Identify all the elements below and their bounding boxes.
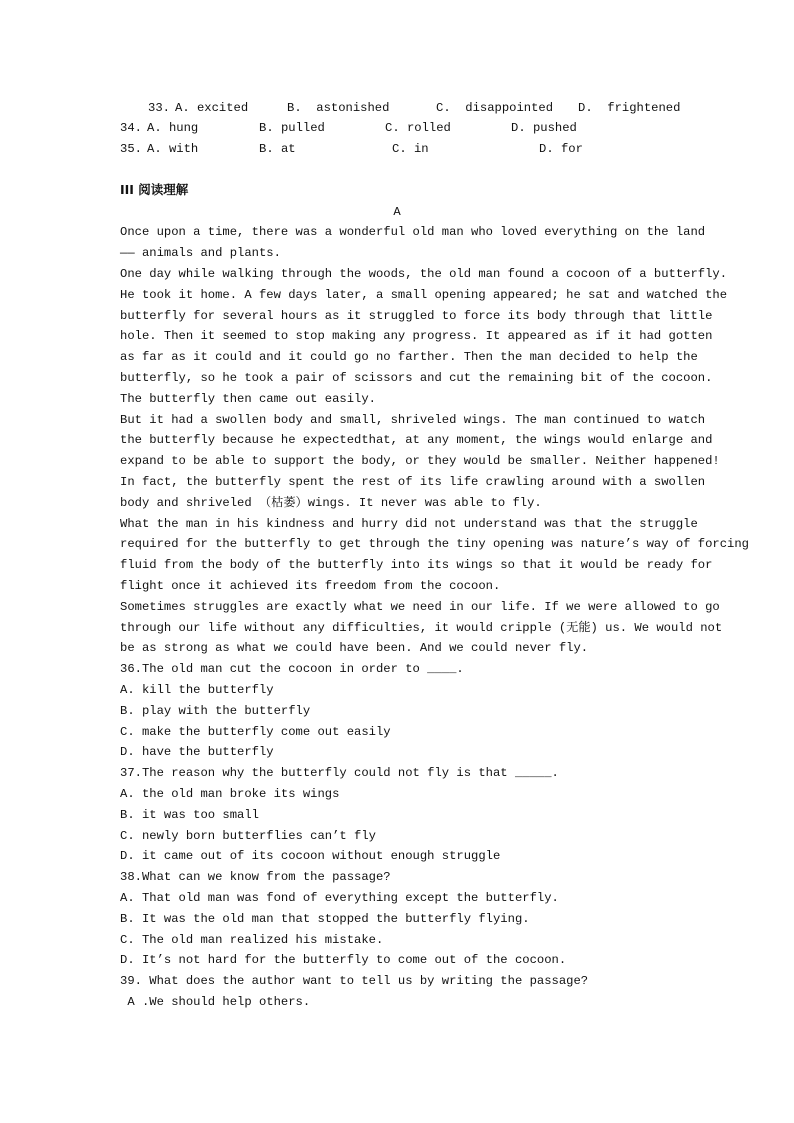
passage-line: —— animals and plants. bbox=[120, 246, 281, 260]
passage-line: In fact, the butterfly spent the rest of its life crawling around with a swollen bbox=[120, 475, 706, 489]
question-stem: 37.The reason why the butterfly could not fly is that _____. bbox=[120, 766, 559, 780]
answer-option: A. That old man was fond of everything except the butterfly. bbox=[120, 891, 559, 905]
passage-line: butterfly, so he took a pair of scissors and cut the remaining bit of the cocoon. bbox=[120, 371, 713, 385]
answer-option: D. it came out of its cocoon without enough struggle bbox=[120, 849, 501, 863]
passage-line: Once upon a time, there was a wonderful old man who loved everything on the land bbox=[120, 225, 706, 239]
option-number: 35. bbox=[120, 142, 142, 156]
option-d: D. frightened bbox=[578, 101, 681, 115]
answer-option: C. make the butterfly come out easily bbox=[120, 725, 391, 739]
option-number: 33. bbox=[148, 101, 170, 115]
passage-line: be as strong as what we could have been. And we could never fly. bbox=[120, 641, 589, 655]
option-a: A. hung bbox=[147, 121, 199, 135]
option-c: C. rolled bbox=[385, 121, 451, 135]
option-a: A. excited bbox=[175, 101, 249, 115]
passage-label: A bbox=[393, 205, 401, 219]
question-stem: 36.The old man cut the cocoon in order to ____. bbox=[120, 662, 464, 676]
passage-line: But it had a swollen body and small, shriveled wings. The man continued to watch bbox=[120, 413, 706, 427]
passage-line: as far as it could and it could go no farther. Then the man decided to help the bbox=[120, 350, 698, 364]
answer-option: A .We should help others. bbox=[120, 995, 311, 1009]
option-b: B. astonished bbox=[287, 101, 390, 115]
passage-line: flight once it achieved its freedom from the cocoon. bbox=[120, 579, 501, 593]
passage-line: required for the butterfly to get through the tiny opening was nature’s way of forcing bbox=[120, 537, 749, 551]
passage-line: butterfly for several hours as it struggled to force its body through that little bbox=[120, 309, 713, 323]
passage-line: the butterfly because he expectedthat, at any moment, the wings would enlarge and bbox=[120, 433, 713, 447]
option-d: D. for bbox=[539, 142, 583, 156]
passage-line: What the man in his kindness and hurry did not understand was that the struggle bbox=[120, 517, 698, 531]
passage-line: fluid from the body of the butterfly into its wings so that it would be ready for bbox=[120, 558, 713, 572]
question-stem: 38.What can we know from the passage? bbox=[120, 870, 391, 884]
option-b: B. at bbox=[259, 142, 296, 156]
passage-line: The butterfly then came out easily. bbox=[120, 392, 376, 406]
answer-option: B. It was the old man that stopped the butterfly flying. bbox=[120, 912, 530, 926]
passage-line: through our life without any difficulties, it would cripple (无能) us. We would not bbox=[120, 621, 723, 635]
passage-line: expand to be able to support the body, or they would be smaller. Neither happened! bbox=[120, 454, 720, 468]
question-stem: 39. What does the author want to tell us by writing the passage? bbox=[120, 974, 589, 988]
answer-option: A. kill the butterfly bbox=[120, 683, 274, 697]
passage-line: body and shriveled （枯萎）wings. It never was able to fly. bbox=[120, 496, 542, 510]
option-c: C. disappointed bbox=[436, 101, 554, 115]
option-a: A. with bbox=[147, 142, 199, 156]
answer-option: B. it was too small bbox=[120, 808, 259, 822]
option-b: B. pulled bbox=[259, 121, 325, 135]
option-d: D. pushed bbox=[511, 121, 577, 135]
passage-line: He took it home. A few days later, a small opening appeared; he sat and watched the bbox=[120, 288, 728, 302]
answer-option: A. the old man broke its wings bbox=[120, 787, 340, 801]
answer-option: D. It’s not hard for the butterfly to come out of the cocoon. bbox=[120, 953, 567, 967]
passage-line: Sometimes struggles are exactly what we need in our life. If we were allowed to go bbox=[120, 600, 720, 614]
answer-option: C. The old man realized his mistake. bbox=[120, 933, 384, 947]
section-heading: III 阅读理解 bbox=[120, 182, 189, 197]
option-c: C. in bbox=[392, 142, 429, 156]
answer-option: C. newly born butterflies can’t fly bbox=[120, 829, 376, 843]
passage-line: One day while walking through the woods, the old man found a cocoon of a butterfly. bbox=[120, 267, 728, 281]
passage-line: hole. Then it seemed to stop making any progress. It appeared as if it had gotten bbox=[120, 329, 713, 343]
option-number: 34. bbox=[120, 121, 142, 135]
answer-option: B. play with the butterfly bbox=[120, 704, 311, 718]
answer-option: D. have the butterfly bbox=[120, 745, 274, 759]
